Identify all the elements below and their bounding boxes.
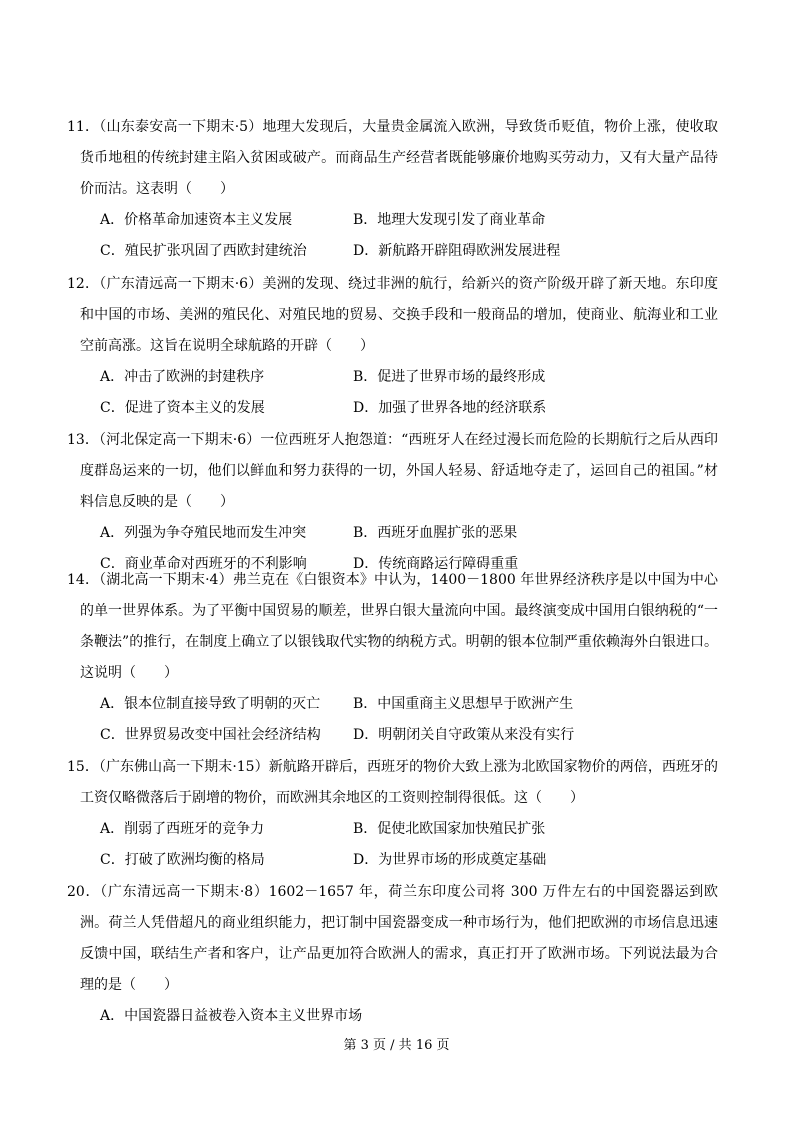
question-stem: [0, 425, 793, 518]
options-row: [0, 362, 793, 393]
question-source: （山东泰安高一下期末·5）: [99, 119, 263, 135]
option-b: B．中国重商主义思想早于欧洲产生: [353, 696, 574, 712]
options-row: [0, 518, 793, 549]
question-12: [0, 269, 793, 424]
page-footer: 第 3 页 / 共 16 页: [343, 1038, 450, 1053]
option-c: C．打破了欧洲均衡的格局: [100, 852, 265, 868]
option-a: A．列强为争夺殖民地而发生冲突: [100, 525, 307, 541]
options-row: [0, 814, 793, 845]
question-stem: [0, 877, 793, 1001]
options-row: [0, 845, 793, 876]
question-text: 1602－1657 年，荷兰东印度公司将 300 万件左右的中国瓷器运到欧洲。荷兰人凭借超凡的商业组织能力，把订制中国瓷器变成一种市场行为，他们把欧洲的市场信息迅速反馈中国，联结生产者和客户，让产品更加符合欧洲人的需求，真正打开了欧洲市场。下列说法最为合理的是（ ）: [80, 884, 718, 993]
question-text: 地理大发现后，大量贵金属流入欧洲，导致货币贬值，物价上涨，使收取货币地租的传统封建主陷入贫困或破产。而商品生产经营者既能够廉价地购买劳动力，又有大量产品待价而沽。这表明（ ）: [80, 119, 718, 197]
question-stem: [0, 112, 793, 205]
question-number: 12．: [67, 276, 100, 292]
question-stem: [0, 565, 793, 689]
question-text: 弗兰克在《白银资本》中认为，1400－1800 年世界经济秩序是以中国为中心的单一世界体系。为了平衡中国贸易的顺差，世界白银大量流向中国。最终演变成中国用白银纳税的“一条鞭法”的推行，在制度上确立了以银钱取代实物的纳税方式。明朝的银本位制严重依赖海外白银进口。这说明（ ）: [80, 572, 718, 681]
option-a: A．冲击了欧洲的封建秩序: [100, 369, 265, 385]
question-number: 13．: [67, 432, 99, 448]
question-text: 新航路开辟后，西班牙的物价大致上涨为北欧国家物价的两倍，西班牙的工资仅略微落后于剧增的物价，而欧洲其余地区的工资则控制得很低。这（ ）: [80, 759, 718, 806]
option-b: B．促使北欧国家加快殖民扩张: [353, 821, 546, 837]
option-c: C．殖民扩张巩固了西欧封建统治: [100, 243, 307, 259]
question-source: （广东佛山高一下期末·15）: [98, 759, 269, 775]
question-14: [0, 565, 793, 751]
option-a: A．削弱了西班牙的竞争力: [100, 821, 265, 837]
option-b: B．西班牙血腥扩张的恶果: [353, 525, 518, 541]
option-c: C．商业革命对西班牙的不利影响: [100, 556, 307, 572]
question-stem: [0, 752, 793, 814]
question-13: [0, 425, 793, 580]
options-row: [0, 236, 793, 267]
options-row: [0, 1001, 793, 1032]
question-15: [0, 752, 793, 876]
question-number: 20．: [67, 884, 101, 900]
question-stem: [0, 269, 793, 362]
option-b: B．促进了世界市场的最终形成: [353, 369, 546, 385]
option-d: D．传统商路运行障碍重重: [353, 556, 519, 572]
option-c: C．世界贸易改变中国社会经济结构: [100, 727, 321, 743]
option-c: C．促进了资本主义的发展: [100, 400, 265, 416]
option-d: D．新航路开辟阻碍欧洲发展进程: [353, 243, 561, 259]
options-row: [0, 720, 793, 751]
question-11: [0, 112, 793, 267]
options-row: [0, 205, 793, 236]
options-row: [0, 393, 793, 424]
option-b: B．地理大发现引发了商业革命: [353, 212, 546, 228]
option-a: A．中国瓷器日益被卷入资本主义世界市场: [100, 1008, 363, 1024]
question-number: 15．: [67, 759, 99, 775]
question-source: （湖北高一下期末·4）: [99, 572, 233, 588]
options-row: [0, 689, 793, 720]
option-a: A．银本位制直接导致了明朝的灭亡: [100, 696, 321, 712]
question-20: [0, 877, 793, 1032]
question-source: （河北保定高一下期末·6）: [98, 432, 261, 448]
question-source: （广东清远高一下期末·6）: [99, 276, 263, 292]
option-a: A．价格革命加速资本主义发展: [100, 212, 293, 228]
question-number: 14．: [67, 572, 100, 588]
question-source: （广东清远高一下期末·8）: [100, 884, 269, 900]
option-d: D．加强了世界各地的经济联系: [353, 400, 547, 416]
option-d: D．明朝闭关自守政策从来没有实行: [353, 727, 575, 743]
question-text: 一位西班牙人抱怨道：“西班牙人在经过漫长而危险的长期航行之后从西印度群岛运来的一切，他们以鲜血和努力获得的一切，外国人轻易、舒适地夺走了，运回自己的祖国。”材料信息反映的是（ ）: [80, 432, 718, 510]
question-number: 11．: [67, 119, 100, 135]
question-text: 美洲的发现、绕过非洲的航行，给新兴的资产阶级开辟了新天地。东印度和中国的市场、美洲的殖民化、对殖民地的贸易、交换手段和一般商品的增加，使商业、航海业和工业空前高涨。这旨在说明全球航路的开辟（ ）: [80, 276, 718, 354]
option-d: D．为世界市场的形成奠定基础: [353, 852, 547, 868]
